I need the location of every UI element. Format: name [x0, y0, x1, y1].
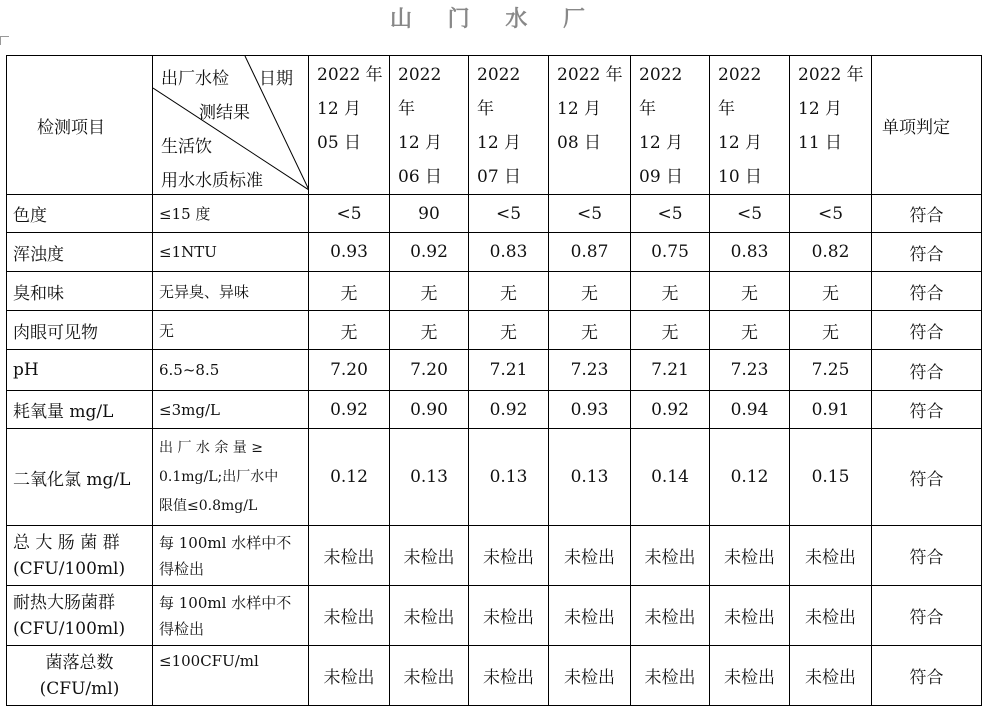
value-cell: 7.20	[390, 350, 469, 391]
value-cell: 无	[549, 311, 631, 350]
value-cell: 0.90	[390, 391, 469, 429]
value-cell: 0.12	[710, 429, 790, 526]
table-row	[7, 391, 982, 429]
judge-cell: 符合	[872, 233, 982, 272]
value-cell: 未检出	[631, 586, 710, 646]
standard-cell: 每 100ml 水样中不 得检出	[153, 526, 309, 586]
judge-cell: 符合	[872, 526, 982, 586]
value-cell: 0.94	[710, 391, 790, 429]
diag-bottom-2: 用水水质标准	[161, 171, 263, 191]
standard-cell: ≤3mg/L	[153, 391, 309, 429]
date-header: 2022 年 12 月 08 日	[549, 56, 631, 195]
judge-cell: 符合	[872, 195, 982, 233]
value-cell: 0.91	[790, 391, 872, 429]
item-cell: pH	[7, 350, 153, 391]
standard-cell: ≤100CFU/ml	[153, 646, 309, 706]
judge-cell: 符合	[872, 272, 982, 311]
value-cell: 未检出	[710, 646, 790, 706]
value-cell: <5	[469, 195, 549, 233]
value-cell: 0.92	[309, 391, 390, 429]
judge-cell: 符合	[872, 391, 982, 429]
table-row	[7, 272, 982, 311]
value-cell: 0.75	[631, 233, 710, 272]
date-header: 2022 年 12 月 06 日	[390, 56, 469, 195]
value-cell: 7.23	[549, 350, 631, 391]
value-cell: 无	[710, 311, 790, 350]
table-row	[7, 646, 982, 706]
table-row	[7, 586, 982, 646]
value-cell: 未检出	[309, 586, 390, 646]
value-cell: 未检出	[309, 526, 390, 586]
table-row	[7, 311, 982, 350]
value-cell: 未检出	[469, 586, 549, 646]
value-cell: 0.87	[549, 233, 631, 272]
date-header: 2022 年 12 月 10 日	[710, 56, 790, 195]
value-cell: 0.13	[549, 429, 631, 526]
value-cell: <5	[309, 195, 390, 233]
value-cell: 无	[390, 311, 469, 350]
standard-cell: 6.5~8.5	[153, 350, 309, 391]
page-title: 山 门 水 厂	[390, 7, 599, 32]
value-cell: 未检出	[549, 526, 631, 586]
water-quality-table	[6, 55, 982, 706]
value-cell: 0.92	[390, 233, 469, 272]
item-cell: 耗氧量 mg/L	[7, 391, 153, 429]
diag-top-left: 出厂水检	[161, 69, 229, 89]
value-cell: 未检出	[790, 586, 872, 646]
item-cell: 色度	[7, 195, 153, 233]
value-cell: 未检出	[469, 646, 549, 706]
item-cell: 总 大 肠 菌 群 (CFU/100ml)	[7, 526, 153, 586]
value-cell: 无	[469, 311, 549, 350]
value-cell: 未检出	[790, 526, 872, 586]
item-cell: 浑浊度	[7, 233, 153, 272]
header-diagonal-cell	[153, 56, 309, 195]
standard-cell: ≤1NTU	[153, 233, 309, 272]
standard-cell: ≤15 度	[153, 195, 309, 233]
diag-mid: 测结果	[199, 103, 250, 123]
value-cell: 未检出	[309, 646, 390, 706]
standard-cell: 无异臭、异味	[153, 272, 309, 311]
value-cell: 未检出	[710, 586, 790, 646]
value-cell: 0.92	[631, 391, 710, 429]
value-cell: <5	[549, 195, 631, 233]
table-row	[7, 526, 982, 586]
diag-bottom-1: 生活饮	[161, 137, 212, 157]
standard-cell: 每 100ml 水样中不 得检出	[153, 586, 309, 646]
table-row	[7, 429, 982, 526]
item-cell: 菌落总数 (CFU/ml)	[7, 646, 153, 706]
value-cell: 未检出	[549, 646, 631, 706]
value-cell: 0.13	[390, 429, 469, 526]
judge-cell: 符合	[872, 350, 982, 391]
value-cell: <5	[631, 195, 710, 233]
value-cell: 0.93	[309, 233, 390, 272]
item-cell: 耐热大肠菌群 (CFU/100ml)	[7, 586, 153, 646]
value-cell: 0.12	[309, 429, 390, 526]
judge-cell: 符合	[872, 646, 982, 706]
diag-top-right: 日期	[259, 69, 293, 89]
value-cell: 0.83	[469, 233, 549, 272]
value-cell: 0.14	[631, 429, 710, 526]
value-cell: <5	[710, 195, 790, 233]
judge-cell: 符合	[872, 311, 982, 350]
date-header: 2022 年 12 月 09 日	[631, 56, 710, 195]
judge-cell: 符合	[872, 586, 982, 646]
value-cell: 90	[390, 195, 469, 233]
value-cell: 未检出	[710, 526, 790, 586]
header-row	[7, 56, 982, 195]
value-cell: 未检出	[631, 526, 710, 586]
value-cell: 7.20	[309, 350, 390, 391]
page-corner-marker	[0, 36, 9, 45]
table-row	[7, 195, 982, 233]
value-cell: <5	[790, 195, 872, 233]
value-cell: 未检出	[390, 526, 469, 586]
header-judge-col: 单项判定	[872, 56, 982, 195]
value-cell: 无	[390, 272, 469, 311]
value-cell: 0.15	[790, 429, 872, 526]
value-cell: 0.93	[549, 391, 631, 429]
value-cell: 7.23	[710, 350, 790, 391]
standard-cell: 无	[153, 311, 309, 350]
value-cell: 0.82	[790, 233, 872, 272]
item-cell: 肉眼可见物	[7, 311, 153, 350]
value-cell: 未检出	[469, 526, 549, 586]
date-header: 2022 年 12 月 11 日	[790, 56, 872, 195]
standard-cell: 出 厂 水 余 量 ≥ 0.1mg/L;出厂水中 限值≤0.8mg/L	[153, 429, 309, 526]
value-cell: 未检出	[549, 586, 631, 646]
value-cell: 7.21	[469, 350, 549, 391]
value-cell: 未检出	[390, 586, 469, 646]
table-row	[7, 233, 982, 272]
value-cell: 无	[631, 311, 710, 350]
value-cell: 无	[790, 311, 872, 350]
value-cell: 无	[309, 272, 390, 311]
judge-cell: 符合	[872, 429, 982, 526]
date-header: 2022 年 12 月 05 日	[309, 56, 390, 195]
value-cell: 无	[309, 311, 390, 350]
item-cell: 二氧化氯 mg/L	[7, 429, 153, 526]
header-item-col: 检测项目	[7, 56, 153, 195]
value-cell: 无	[469, 272, 549, 311]
value-cell: 7.21	[631, 350, 710, 391]
table-row	[7, 350, 982, 391]
value-cell: 无	[549, 272, 631, 311]
value-cell: 0.83	[710, 233, 790, 272]
value-cell: 0.13	[469, 429, 549, 526]
item-cell: 臭和味	[7, 272, 153, 311]
value-cell: 未检出	[790, 646, 872, 706]
value-cell: 无	[710, 272, 790, 311]
value-cell: 无	[790, 272, 872, 311]
value-cell: 无	[631, 272, 710, 311]
value-cell: 未检出	[390, 646, 469, 706]
date-header: 2022 年 12 月 07 日	[469, 56, 549, 195]
value-cell: 7.25	[790, 350, 872, 391]
value-cell: 未检出	[631, 646, 710, 706]
value-cell: 0.92	[469, 391, 549, 429]
